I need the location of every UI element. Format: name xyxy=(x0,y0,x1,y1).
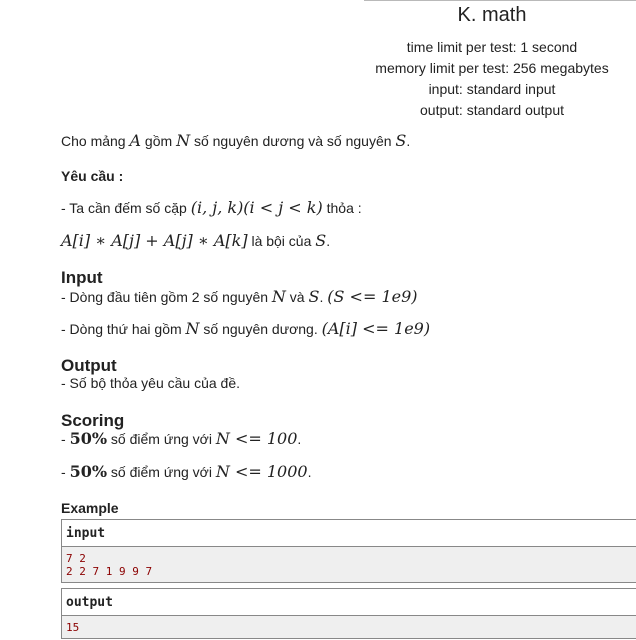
scoring-math-1: N <= 100 xyxy=(215,429,298,448)
input-text-1b: và xyxy=(285,289,309,305)
input-line-1 xyxy=(61,287,418,306)
scoring-pct-2: 50% xyxy=(69,462,108,481)
scoring-end-2: . xyxy=(307,464,312,480)
example-output-header: output xyxy=(62,589,636,616)
example-input-box xyxy=(61,519,636,583)
requirement-line-2 xyxy=(61,231,330,250)
example-input-content[interactable]: 7 2 2 2 7 1 9 9 7 xyxy=(62,547,636,582)
scoring-end-1: . xyxy=(297,431,302,447)
math-var-a: A xyxy=(129,131,142,150)
scoring-line-2 xyxy=(61,462,311,481)
req-math-1: (i, j, k)(i < j < k) xyxy=(190,198,323,217)
example-output-content[interactable]: 15 xyxy=(62,616,636,638)
scoring-dash-1: - xyxy=(61,431,70,447)
math-var-n: N xyxy=(176,131,191,150)
problem-title: K. math xyxy=(457,4,527,26)
scoring-pct-1: 50% xyxy=(69,429,108,448)
statement-intro xyxy=(61,131,410,150)
math-var-s: S xyxy=(395,131,407,150)
scoring-line-1 xyxy=(61,429,301,448)
example-output-box xyxy=(61,588,636,639)
input-math-constraint-2: (A[i] <= 1e9) xyxy=(321,319,431,338)
input-text-2: - Dòng thứ hai gồm xyxy=(61,321,186,337)
intro-text-4: . xyxy=(406,133,411,149)
input-spec: input: standard input xyxy=(428,81,556,97)
scoring-text-1: số điểm ứng với xyxy=(107,431,216,447)
example-label: Example xyxy=(61,500,119,516)
scoring-text-2: số điểm ứng với xyxy=(107,464,216,480)
input-math-constraint-1: (S <= 1e9) xyxy=(327,287,418,306)
input-line-2 xyxy=(61,319,430,338)
intro-text-1: Cho mảng xyxy=(61,133,130,149)
time-limit: time limit per test: 1 second xyxy=(406,39,578,55)
problem-header xyxy=(364,0,620,121)
memory-limit: memory limit per test: 256 megabytes xyxy=(375,60,609,76)
output-line-1: - Số bộ thỏa yêu cầu của đề. xyxy=(61,375,241,391)
scoring-dash-2: - xyxy=(61,464,70,480)
req-math-2: A[i] ∗ A[j] + A[j] ∗ A[k] xyxy=(61,231,248,250)
intro-text-2: gồm xyxy=(141,133,177,149)
req-text-1: - Ta cần đếm số cặp xyxy=(61,200,191,216)
output-section-title: Output xyxy=(61,356,117,375)
input-section-title: Input xyxy=(61,268,103,287)
scoring-section-title: Scoring xyxy=(61,411,125,430)
req-text-2: là bội của xyxy=(247,233,316,249)
requirement-line-1 xyxy=(61,198,362,217)
input-math-n: N xyxy=(271,287,286,306)
input-math-s: S xyxy=(308,287,320,306)
example-input-header: input xyxy=(62,520,636,547)
input-text-2b: số nguyên dương. xyxy=(199,321,322,337)
scoring-math-2: N <= 1000 xyxy=(215,462,308,481)
intro-text-3: số nguyên dương và số nguyên xyxy=(190,133,396,149)
output-spec: output: standard output xyxy=(420,102,564,118)
input-text-1c: . xyxy=(319,289,328,305)
requirement-title: Yêu cầu : xyxy=(61,168,124,184)
input-text-1: - Dòng đầu tiên gồm 2 số nguyên xyxy=(61,289,272,305)
req-math-s: S xyxy=(315,231,327,250)
req-text-2c: . xyxy=(326,233,331,249)
req-text-1b: thỏa : xyxy=(322,200,362,216)
input-math-n2: N xyxy=(185,319,200,338)
